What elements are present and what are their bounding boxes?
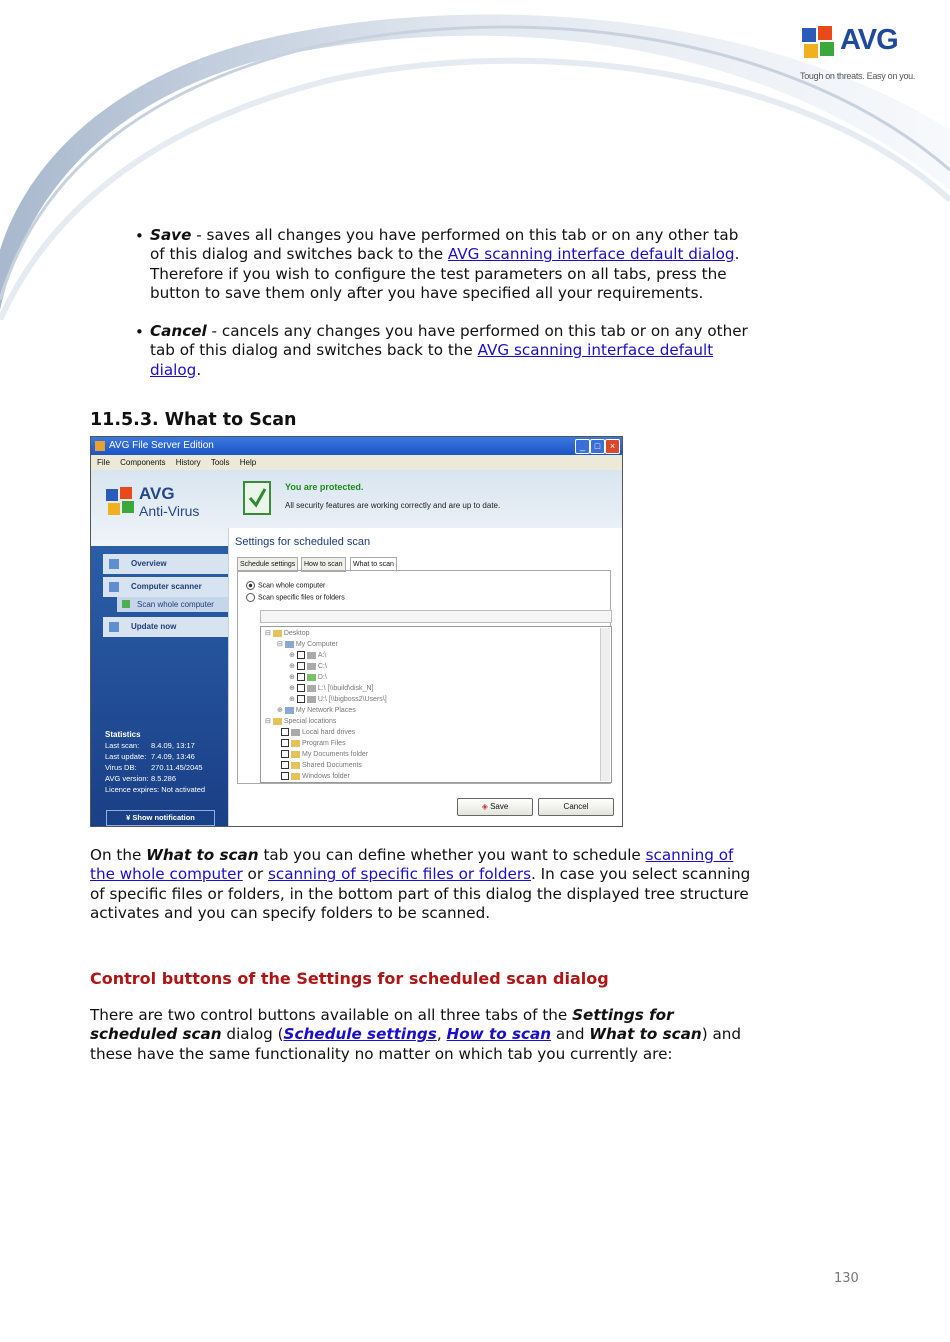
- nav-overview[interactable]: Overview: [103, 554, 228, 574]
- link-how-to-scan[interactable]: How to scan: [446, 1025, 552, 1044]
- path-dropdown[interactable]: [260, 610, 612, 623]
- bullet-dot: •: [135, 227, 144, 245]
- section-heading: 11.5.3. What to Scan: [90, 410, 297, 430]
- link-scanning-specific-files[interactable]: scanning of specific files or folders: [267, 865, 531, 884]
- maximize-button[interactable]: □: [590, 439, 605, 454]
- radio-scan-specific[interactable]: Scan specific files or folders: [246, 593, 345, 603]
- status-title: You are protected.: [285, 482, 364, 492]
- status-subtitle: All security features are working correctly and are up to date.: [285, 501, 501, 510]
- tree-node[interactable]: Windows folder: [281, 772, 350, 781]
- tree-node[interactable]: ⊟ My Computer: [277, 641, 338, 648]
- menu-tools[interactable]: Tools: [210, 458, 230, 467]
- tree-node[interactable]: ⊕ U:\ [\\bigboss2\Users\]: [289, 696, 387, 703]
- avg-tagline: Tough on threats. Easy on you.: [800, 71, 916, 81]
- tree-node[interactable]: ⊕ A:\: [289, 652, 327, 659]
- bullet-dot: •: [135, 323, 144, 341]
- panel-title: Settings for scheduled scan: [235, 536, 371, 548]
- paragraph-control-buttons: There are two control buttons available on all three tabs of the Settings for scheduled scan dialog (Schedule settings, How to scan and What to scan) and these have the same functionality no matter on which tab you currently are:: [90, 1006, 742, 1063]
- avg-logo-icon: [800, 24, 836, 60]
- link-schedule-settings[interactable]: Schedule settings: [283, 1025, 437, 1044]
- window-titlebar: [91, 437, 622, 455]
- tab-what-to-scan[interactable]: What to scan: [350, 557, 397, 572]
- tree-node[interactable]: Local hard drives: [281, 728, 355, 737]
- close-button[interactable]: ×: [605, 439, 620, 454]
- product-brand: AVG: [139, 484, 175, 503]
- tab-how-to-scan[interactable]: How to scan: [301, 557, 346, 572]
- shield-icon: ◈: [481, 802, 491, 811]
- tab-schedule-settings[interactable]: Schedule settings: [237, 557, 298, 572]
- app-icon: [95, 441, 105, 451]
- statistics: [105, 729, 205, 795]
- tree-scrollbar[interactable]: [600, 628, 610, 781]
- minimize-button[interactable]: _: [575, 439, 590, 454]
- stat-row: Virus DB: 270.11.45/2045: [105, 763, 203, 772]
- avg-logo: [800, 22, 916, 82]
- link-avg-scanning-interface[interactable]: AVG scanning interface default: [477, 341, 714, 360]
- app-screenshot: [90, 436, 623, 827]
- nav-computer-scanner[interactable]: Computer scanner: [103, 577, 228, 597]
- protected-check-icon: [243, 481, 271, 515]
- update-icon: [109, 622, 119, 632]
- stat-row: Last update: 7.4.09, 13:46: [105, 752, 195, 761]
- link-scanning-whole-computer-cont[interactable]: the whole computer: [90, 865, 243, 884]
- menu-bar: [91, 455, 622, 470]
- tree-node[interactable]: Shared Documents: [281, 761, 362, 770]
- stat-row: Licence expires: Not activated: [105, 785, 206, 794]
- show-notification-button[interactable]: ¥ Show notification: [106, 810, 215, 826]
- stat-row: AVG version: 8.5.286: [105, 774, 177, 783]
- nav-update-now[interactable]: Update now: [103, 617, 228, 637]
- paragraph-what-to-scan: On the What to scan tab you can define whether you want to schedule scanning of the whole computer or scanning of specific files or folders. In case you select scanning of specific files or folders, in the bottom part of this dialog the displayed tree structure activates and you can specify folders to be scanned.: [90, 846, 751, 922]
- window-title: AVG File Server Edition: [109, 440, 214, 451]
- menu-components[interactable]: Components: [120, 458, 166, 467]
- tree-node[interactable]: ⊕ My Network Places: [277, 707, 356, 714]
- tree-node[interactable]: Program Files: [281, 739, 346, 748]
- menu-help[interactable]: Help: [239, 458, 257, 467]
- tree-node[interactable]: My Documents folder: [281, 750, 368, 759]
- page-number: 130: [834, 1271, 859, 1286]
- tree-node[interactable]: ⊕ D:\: [289, 674, 327, 681]
- folder-tree[interactable]: [260, 626, 612, 783]
- settings-panel: [228, 528, 623, 826]
- nav-scan-whole-computer[interactable]: Scan whole computer: [117, 597, 228, 612]
- link-avg-scanning-interface[interactable]: AVG scanning interface default dialog: [447, 245, 735, 264]
- chevron-down-icon: ¥: [126, 813, 133, 822]
- avg-logo-wordmark: AVG: [840, 24, 898, 56]
- check-icon: [122, 600, 130, 608]
- menu-file[interactable]: File: [97, 458, 110, 467]
- overview-icon: [109, 559, 119, 569]
- menu-history[interactable]: History: [175, 458, 201, 467]
- tree-node[interactable]: ⊕ C:\: [289, 663, 327, 670]
- radio-scan-whole-computer[interactable]: Scan whole computer: [246, 581, 325, 591]
- link-scanning-whole-computer[interactable]: scanning of: [645, 846, 734, 864]
- search-icon: [109, 582, 119, 592]
- product-logo-icon: [105, 486, 135, 518]
- stat-row: Last scan: 8.4.09, 13:17: [105, 741, 195, 750]
- cancel-button[interactable]: Cancel: [538, 798, 614, 816]
- product-name: Anti-Virus: [139, 503, 200, 519]
- tree-node[interactable]: ⊟ Special locations: [265, 718, 337, 725]
- tree-node[interactable]: ⊟ Desktop: [265, 630, 310, 637]
- tree-node[interactable]: ⊕ L:\ [\\build\disk_N]: [289, 685, 374, 692]
- save-button[interactable]: ◈ Save: [457, 798, 533, 816]
- bullet-cancel: Cancel - cancels any changes you have performed on this tab or on any other tab of this dialog and switches back to the AVG scanning interface default dialog.: [150, 322, 748, 379]
- bullet-save: Save - saves all changes you have performed on this tab or on any other tab of this dialog and switches back to the AVG scanning interface default dialog. Therefore if you wish to configure the test parameters on all tabs, press the button to save them only after you have specified all your requirements.: [150, 226, 740, 302]
- statistics-title: Statistics: [105, 730, 141, 739]
- link-avg-scanning-interface-cont[interactable]: dialog: [150, 360, 197, 379]
- subheading-control-buttons: Control buttons of the Settings for scheduled scan dialog: [90, 969, 609, 988]
- tab-body: [237, 570, 611, 784]
